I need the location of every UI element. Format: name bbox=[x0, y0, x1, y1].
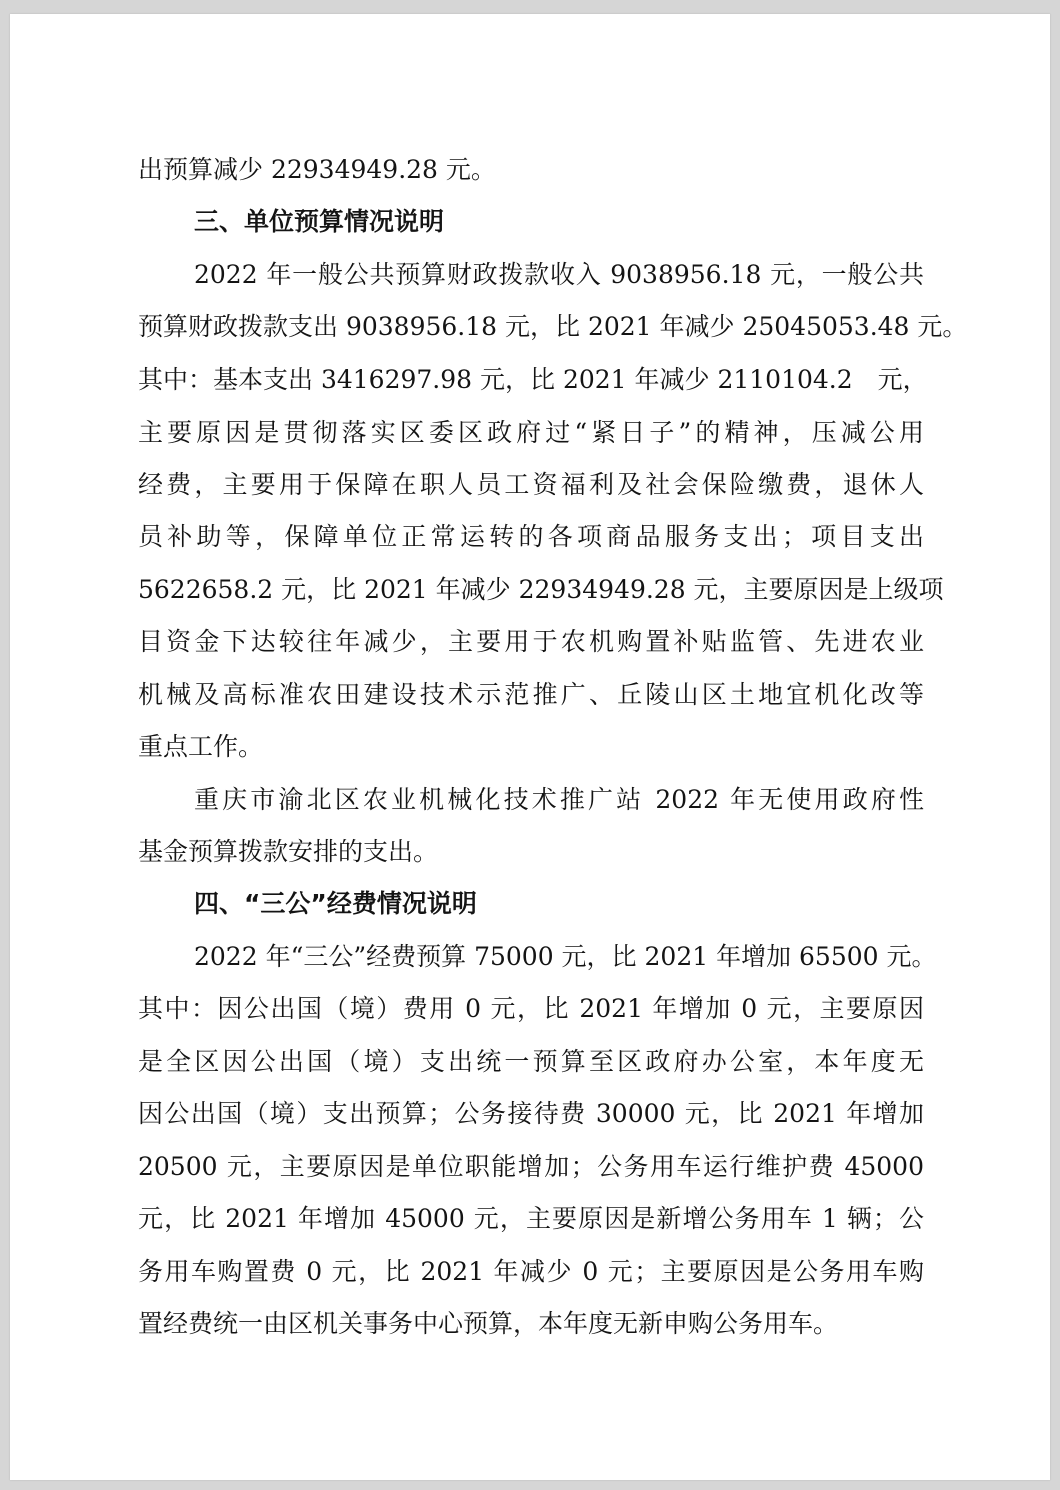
paragraph-line: 出预算减少 22934949.28 元。 bbox=[138, 155, 496, 184]
paragraph-line: 元，比 2021 年增加 45000 元，主要原因是新增公务用车 1 辆；公 bbox=[138, 1204, 924, 1233]
paragraph-line: 置经费统一由区机关事务中心预算，本年度无新申购公务用车。 bbox=[138, 1309, 839, 1338]
paragraph-line: 基金预算拨款安排的支出。 bbox=[138, 837, 439, 866]
paragraph-line: 预算财政拨款支出 9038956.18 元，比 2021 年减少 25045053.48 元。 bbox=[138, 312, 968, 341]
paragraph-line: 20500 元，主要原因是单位职能增加；公务用车运行维护费 45000 bbox=[138, 1152, 924, 1181]
paragraph-line: 其中：因公出国（境）费用 0 元，比 2021 年增加 0 元，主要原因 bbox=[138, 994, 924, 1023]
paragraph-line: 2022 年“三公”经费预算 75000 元，比 2021 年增加 65500 元。 bbox=[194, 942, 937, 971]
paragraph-line: 机械及高标准农田建设技术示范推广、丘陵山区土地宜机化改等 bbox=[138, 680, 924, 709]
section-heading: 三、单位预算情况说明 bbox=[194, 207, 445, 236]
paragraph-line: 是全区因公出国（境）支出统一预算至区政府办公室，本年度无 bbox=[138, 1047, 924, 1076]
paragraph-line: 因公出国（境）支出预算；公务接待费 30000 元，比 2021 年增加 bbox=[138, 1099, 924, 1128]
paragraph-line: 务用车购置费 0 元，比 2021 年减少 0 元；主要原因是公务用车购 bbox=[138, 1257, 924, 1286]
paragraph-line: 2022 年一般公共预算财政拨款收入 9038956.18 元，一般公共 bbox=[194, 260, 924, 289]
paragraph-line: 重点工作。 bbox=[138, 732, 264, 761]
paragraph-line: 其中：基本支出 3416297.98 元，比 2021 年减少 2110104.2 元， bbox=[138, 365, 928, 394]
paragraph-line: 重庆市渝北区农业机械化技术推广站 2022 年无使用政府性 bbox=[194, 785, 924, 814]
paragraph-line: 主要原因是贯彻落实区委区政府过“紧日子”的精神，压减公用 bbox=[138, 418, 924, 447]
paragraph-line: 经费，主要用于保障在职人员工资福利及社会保险缴费，退休人 bbox=[138, 470, 924, 499]
paragraph-line: 目资金下达较往年减少，主要用于农机购置补贴监管、先进农业 bbox=[138, 627, 924, 656]
paragraph-line: 5622658.2 元，比 2021 年减少 22934949.28 元，主要原因是上级项 bbox=[138, 575, 944, 604]
section-heading: 四、“三公”经费情况说明 bbox=[194, 889, 477, 918]
paragraph-line: 员补助等，保障单位正常运转的各项商品服务支出；项目支出 bbox=[138, 522, 924, 551]
